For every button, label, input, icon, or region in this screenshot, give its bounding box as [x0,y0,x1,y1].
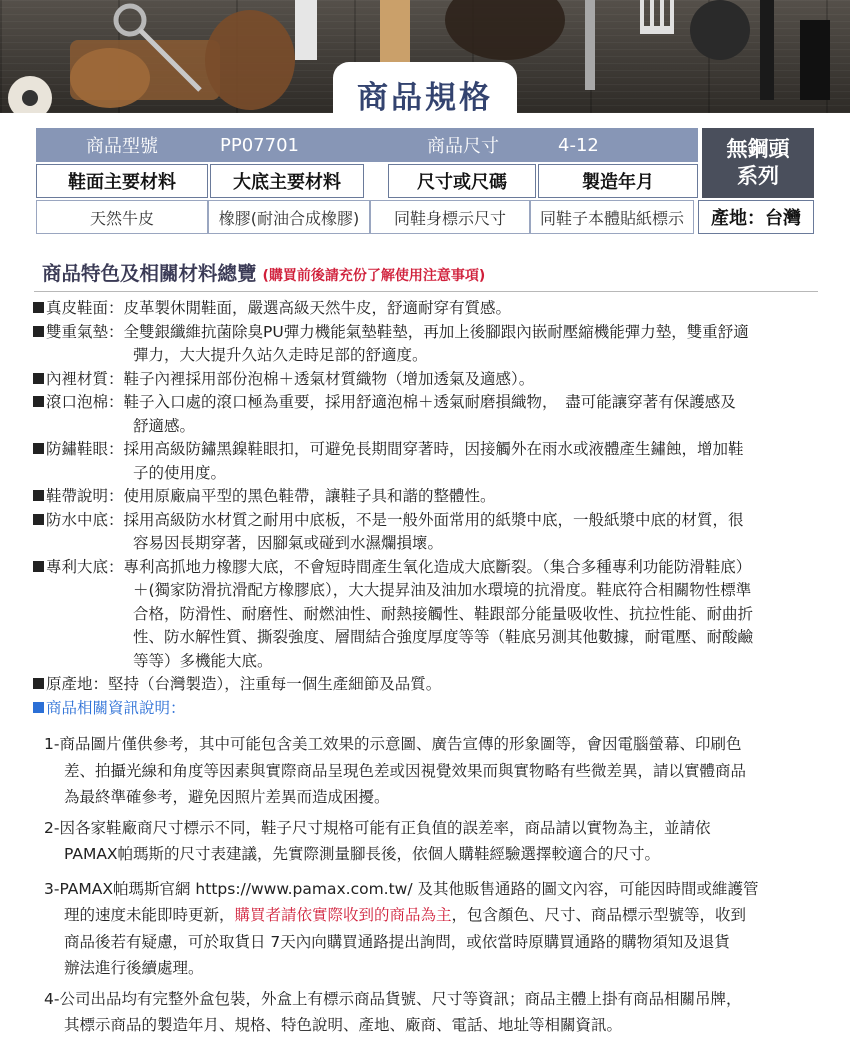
header-sole-material: 大底主要材料 [210,164,364,198]
spec-table [36,128,814,236]
feature-item-cont: 容易因長期穿著，因腳氣或碰到水濕爛損壞。 [133,534,444,552]
feature-item-cont: 子的使用度。 [133,463,227,482]
spec-header-model: 商品型號 [36,128,208,162]
bullet-square-icon [33,373,44,384]
info-item-4-line2: 其標示商品的製造年月、規格、特色說明、產地、廠商、電話、地址等相關資訊。 [64,1016,623,1034]
feature-item: 雙重氣墊：全雙銀纖維抗菌除臭PU彈力機能氣墊鞋墊，再加上後腳跟內嵌耐壓縮機能彈力墊，雙重舒適 [33,321,753,345]
origin-item: 原產地：堅持（台灣製造），注重每一個生產細節及品質。 [33,673,753,697]
header-manufacture-date: 製造年月 [538,164,698,198]
feature-item: 專利大底：專利高抓地力橡膠大底，不會短時間產生氧化造成大底斷裂。（集合多種專利功能防滑鞋底） [33,556,753,580]
feature-item: 內裡材質：鞋子內裡採用部份泡棉＋透氣材質織物（增加透氣及適感）。 [33,368,753,392]
bullet-square-icon [33,443,44,454]
info-heading: 商品相關資訊說明： [33,697,753,721]
feature-item-cont: 舒適感。 [133,416,196,435]
header-size-spec: 尺寸或尺碼 [388,164,536,198]
origin-badge: 產地：台灣 [698,200,814,234]
feature-item: 滾口泡棉：鞋子入口處的滾口極為重要，採用舒適泡棉＋透氣耐磨損織物， 盡可能讓穿著有保護感及 [33,391,753,415]
series-badge-line1: 無鋼頭 [726,137,790,161]
spec-model-value: PP07701 [208,128,388,162]
divider [34,291,818,292]
info-item-1-line3: 為最終準確參考，避免因照片差異而造成困擾。 [64,788,390,806]
spec-header-size: 商品尺寸 [388,128,538,162]
feature-item: 鞋帶說明：使用原廠扁平型的黑色鞋帶，讓鞋子具和諧的整體性。 [33,485,753,509]
value-sole-material: 橡膠(耐油合成橡膠) [208,200,370,234]
info-item-1-line2: 差、拍攝光線和角度等因素與實際商品呈現色差或因視覺效果而與實物略有些微差異，請以實體商品 [64,761,747,780]
feature-item-cont: 性、防水解性質、撕裂強度、層間結合強度厚度等等（鞋底另測其他數據，耐電壓、耐酸鹼 [133,628,754,646]
value-manufacture-date: 同鞋子本體貼紙標示 [530,200,694,234]
features-heading [42,258,485,286]
info-list [44,731,759,1039]
series-badge [702,128,814,198]
bullet-square-icon [33,561,44,572]
bullet-square-icon [33,490,44,501]
bullet-square-icon [33,396,44,407]
info-item-1-line1: 1-商品圖片僅供參考，其中可能包含美工效果的示意圖、廣告宣傳的形象圖等，會因電腦螢幕、印刷色 [44,735,742,753]
feature-item-cont: 合格，防滑性、耐磨性、耐燃油性、耐熱接觸性、鞋跟部分能量吸收性、抗拉性能、耐曲折 [133,604,754,623]
feature-item-cont: 彈力，大大提升久站久走時足部的舒適度。 [133,346,428,364]
info-item-3-line2: 理的速度未能即時更新，購買者請依實際收到的商品為主，包含顏色、尺寸、商品標示型號等，收到 [64,906,747,924]
value-upper-material: 天然牛皮 [36,200,208,234]
feature-list [33,297,753,720]
info-item-2-line2: PAMAX帕瑪斯的尺寸表建議，先實際測量腳長後，依個人購鞋經驗選擇較適合的尺寸。 [64,845,661,863]
features-title: 商品特色及相關材料總覽 [42,262,257,285]
feature-item-cont: ＋(獨家防滑抗滑配方橡膠底），大大提昇油及油加水環境的抗滑度。鞋底符合相關物性標準 [133,581,752,599]
feature-item: 防水中底：採用高級防水材質之耐用中底板，不是一般外面常用的紙漿中底，一般紙漿中底的材質，很 [33,509,753,533]
buyer-warning: 購買者請依實際收到的商品為主 [234,906,452,924]
info-item-4-line1: 4-公司出品均有完整外盒包裝，外盒上有標示商品貨號、尺寸等資訊；商品主體上掛有商品相關吊牌， [44,989,742,1008]
spec-size-value: 4-12 [538,128,698,162]
bullet-square-blue-icon [33,702,44,713]
header-upper-material: 鞋面主要材料 [36,164,208,198]
page-title: 商品規格 [357,80,493,116]
bullet-square-icon [33,514,44,525]
features-note: (購買前後請充份了解使用注意事項) [262,268,486,284]
info-item-2-line1: 2-因各家鞋廠商尺寸標示不同，鞋子尺寸規格可能有正負值的誤差率，商品請以實物為主，並請依 [44,818,711,837]
bullet-square-icon [33,326,44,337]
feature-item-cont: 等等）多機能大底。 [133,651,273,670]
feature-item: 真皮鞋面：皮革製休閒鞋面，嚴選高級天然牛皮，舒適耐穿有質感。 [33,297,753,321]
bullet-square-icon [33,302,44,313]
bullet-square-icon [33,678,44,689]
info-item-3-line3: 商品後若有疑慮，可於取貨日 7天內向購買通路提出詢問，或依當時原購買通路的購物須知及退貨 [64,932,730,951]
series-badge-line2: 系列 [737,164,779,188]
info-item-3-line4: 辦法進行後續處理。 [64,959,204,977]
feature-item: 防鏽鞋眼：採用高級防鏽黑鎳鞋眼扣，可避免長期間穿著時，因接觸外在雨水或液體產生鏽蝕，增加鞋 [33,438,753,462]
value-size-spec: 同鞋身標示尺寸 [370,200,530,234]
info-item-3-line1: 3-PAMAX帕瑪斯官網 https://www.pamax.com.tw/ 及其他販售通路的圖文內容，可能因時間或維護管 [44,879,759,898]
